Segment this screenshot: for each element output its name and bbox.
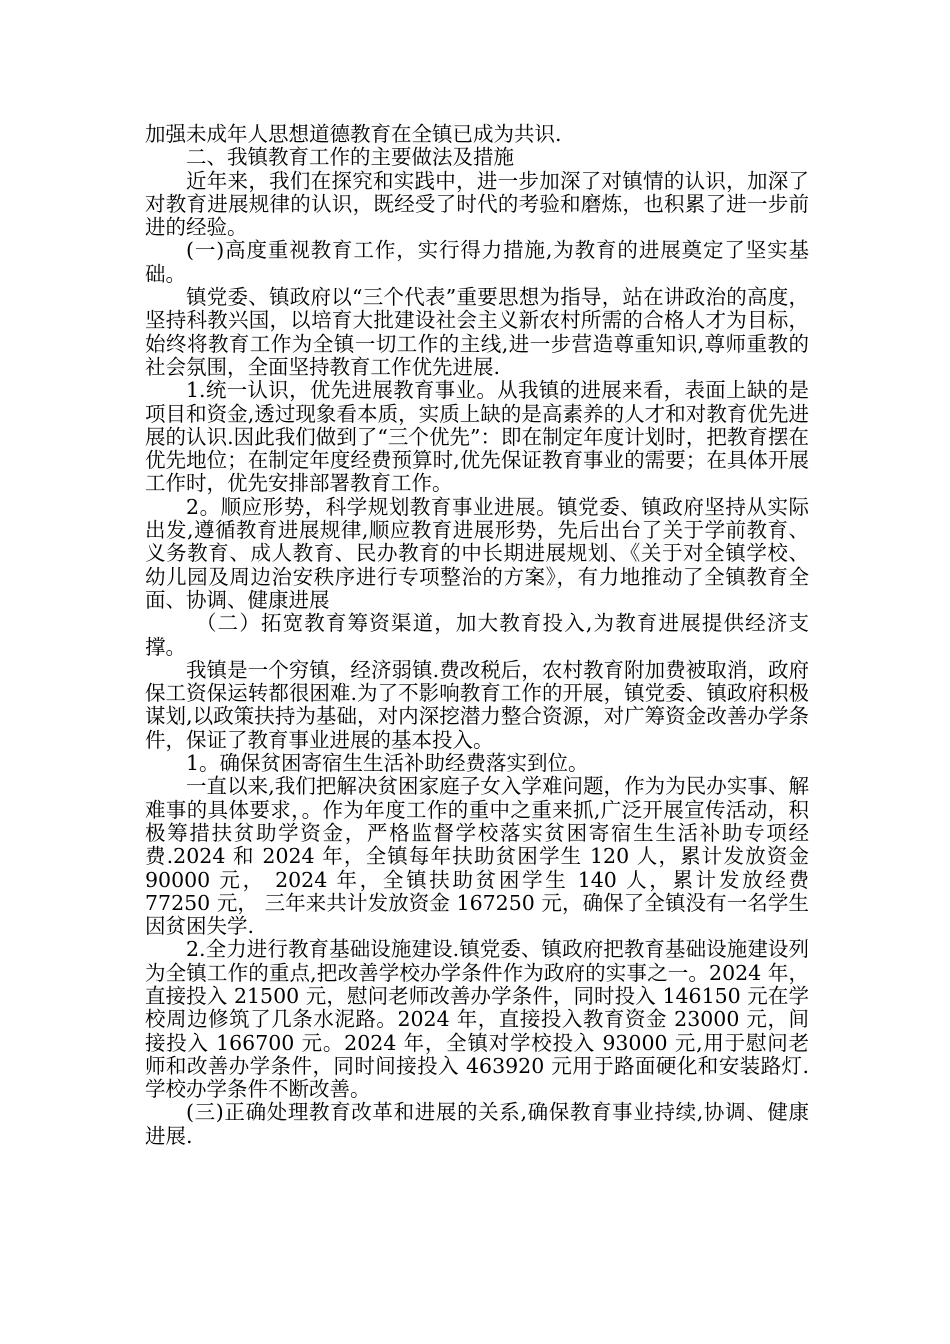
paragraph-intro: 近年来，我们在探究和实践中，进一步加深了对镇情的认识，加深了对教育进展规律的认识，既经受了时代的考验和磨炼，也积累了进一步前进的经验。: [145, 168, 809, 240]
paragraph-party-committee: 镇党委、镇政府以“三个代表”重要思想为指导，站在讲政治的高度，坚持科教兴国，以培育大批建设社会主义新农村所需的合格人才为目标，始终将教育工作为全镇一切工作的主线,进一步营造尊重知识,尊师重教的社会氛围，全面坚持教育工作优先进展.: [145, 285, 809, 379]
section-heading-2: 二、我镇教育工作的主要做法及措施: [186, 145, 514, 170]
subsection-heading-3: (三)正确处理教育改革和进展的关系,确保教育事业持续,协调、健康进展.: [145, 1100, 809, 1148]
paragraph-item-1-subsidy: 1。确保贫困寄宿生生活补助经费落实到位。: [186, 751, 589, 776]
paragraph-poverty-aid: 一直以来,我们把解决贫困家庭子女入学难问题，作为为民办实事、解难事的具体要求，。作为年度工作的重中之重来抓,广泛开展宣传活动，积极筹措扶贫助学资金，严格监督学校落实贫困寄宿生生活补助专项经费.2024 和 2024 年，全镇每年扶助贫困学生 120 人，累计发放资金 90000 元， 2024 年，全镇扶助贫困学生 140 人，累计发放经费 77250 元， 三年来共计发放资金 167250 元，确保了全镇没有一名学生因贫困失学.: [145, 774, 809, 939]
subsection-heading-2: （二）拓宽教育筹资渠道，加大教育投入,为教育进展提供经济支撑。: [145, 611, 809, 659]
subsection-heading-1: (一)高度重视教育工作，实行得力措施,为教育的进展奠定了坚实基础。: [145, 238, 809, 286]
paragraph-item-2-plan: 2。顺应形势，科学规划教育事业进展。镇党委、镇政府坚持从实际出发,遵循教育进展规律,顺应教育进展形势，先后出台了关于学前教育、义务教育、成人教育、民办教育的中长期进展规划、《关于对全镇学校、幼儿园及周边治安秩序进行专项整治的方案》，有力地推动了全镇教育全面、协调、健康进展: [145, 494, 809, 612]
paragraph-item-2-infrastructure: 2.全力进行教育基础设施建设.镇党委、镇政府把教育基础设施建设列为全镇工作的重点,把改善学校办学条件作为政府的实事之一。2024 年，直接投入 21500 元，慰问老师改善办学条件，同时投入 146150 元在学校周边修筑了几条水泥路。2024 年，直接投入教育资金 23000 元，间接投入 166700 元。2024 年，全镇对学校投入 93000 元,用于慰问老师和改善办学条件，同时间接投入 463920 元用于路面硬化和安装路灯.学校办学条件不断改善。: [145, 937, 809, 1102]
paragraph-funding: 我镇是一个穷镇，经济弱镇.费改税后，农村教育附加费被取消，政府保工资保运转都很困难.为了不影响教育工作的开展，镇党委、镇政府积极谋划,以政策扶持为基础，对内深挖潜力整合资源，对广筹资金改善办学条件，保证了教育事业进展的基本投入。: [145, 657, 809, 752]
paragraph-item-1-unify: 1.统一认识，优先进展教育事业。从我镇的进展来看，表面上缺的是项目和资金,透过现象看本质，实质上缺的是高素养的人才和对教育优先进展的认识.因此我们做到了“三个优先”：即在制定年度计划时，把教育摆在优先地位；在制定年度经费预算时,优先保证教育事业的需要；在具体开展工作时，优先安排部署教育工作。: [145, 378, 809, 496]
document-page: [145, 123, 809, 1148]
paragraph-continuation: 加强未成年人思想道德教育在全镇已成为共识.: [145, 122, 562, 146]
